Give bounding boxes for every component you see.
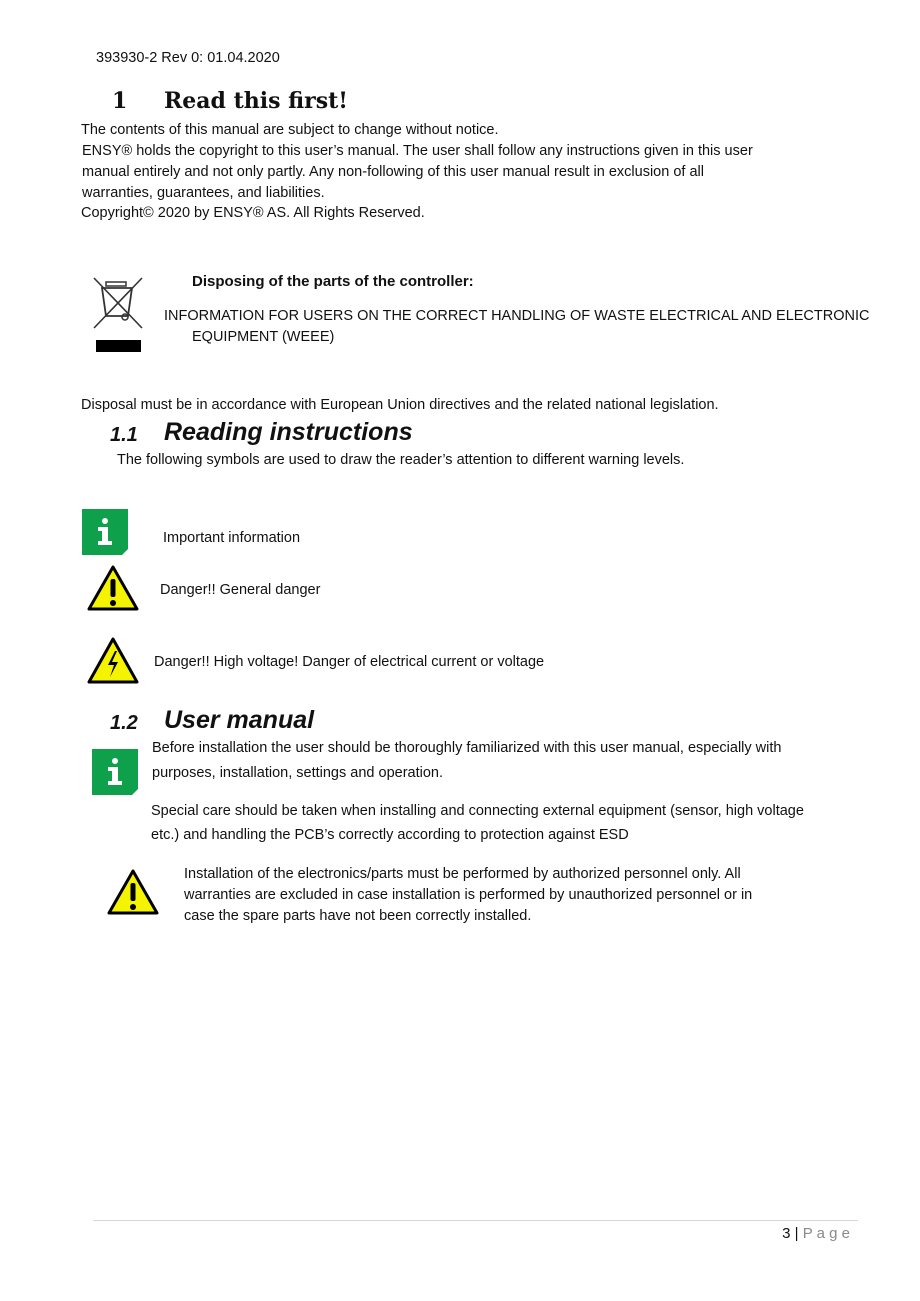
paragraph: warranties, guarantees, and liabilities. [82,185,325,201]
paragraph: Installation of the electronics/parts must be performed by authorized personnel only. All [184,866,741,882]
page-number: 3 [782,1225,791,1242]
footer-separator: | [794,1225,799,1242]
info-icon [92,749,140,796]
paragraph: purposes, installation, settings and operation. [152,765,443,781]
paragraph: The contents of this manual are subject to change without notice. [81,122,499,138]
symbol-label: Danger!! General danger [160,582,321,598]
section-number: 1 [112,88,128,114]
paragraph: Before installation the user should be thoroughly familiarized with this user manual, especially with [152,740,782,756]
paragraph: The following symbols are used to draw the reader’s attention to different warning levels. [117,452,685,468]
paragraph: etc.) and handling the PCB’s correctly according to protection against ESD [151,827,629,843]
copyright: Copyright© 2020 by ENSY® AS. All Rights Reserved. [81,205,425,221]
doc-reference: 393930-2 Rev 0: 01.04.2020 [96,50,280,66]
symbol-label: Important information [163,530,301,546]
weee-text: EQUIPMENT (WEEE) [192,329,335,345]
weee-bin-icon [92,276,144,354]
disposal-note: Disposal must be in accordance with European Union directives and the related national legislation. [81,397,719,413]
footer-divider [93,1220,858,1221]
page-footer [782,1223,850,1244]
warning-icon [107,869,159,915]
paragraph: ENSY® holds the copyright to this user’s manual. The user shall follow any instructions given in this user [82,143,753,159]
warning-icon [87,565,139,611]
paragraph: Special care should be taken when installing and connecting external equipment (sensor, high voltage [151,803,804,819]
weee-text: INFORMATION FOR USERS ON THE CORRECT HANDLING OF WASTE ELECTRICAL AND ELECTRONIC [164,308,870,324]
high-voltage-icon [87,637,139,684]
paragraph: manual entirely and not only partly. Any non-following of this user manual result in exclusion of all [82,164,704,180]
section-title: Read this first! [164,88,348,114]
paragraph: warranties are excluded in case installation is performed by unauthorized personnel or in [184,887,753,903]
paragraph: case the spare parts have not been correctly installed. [184,908,532,924]
page-label: P a g e [802,1225,850,1242]
weee-title: Disposing of the parts of the controller: [192,273,474,290]
section-number: 1.1 [110,424,138,446]
section-title: Reading instructions [164,418,413,446]
info-icon [82,509,130,556]
section-title: User manual [164,706,315,734]
section-number: 1.2 [110,712,138,734]
symbol-label: Danger!! High voltage! Danger of electrical current or voltage [154,654,545,670]
